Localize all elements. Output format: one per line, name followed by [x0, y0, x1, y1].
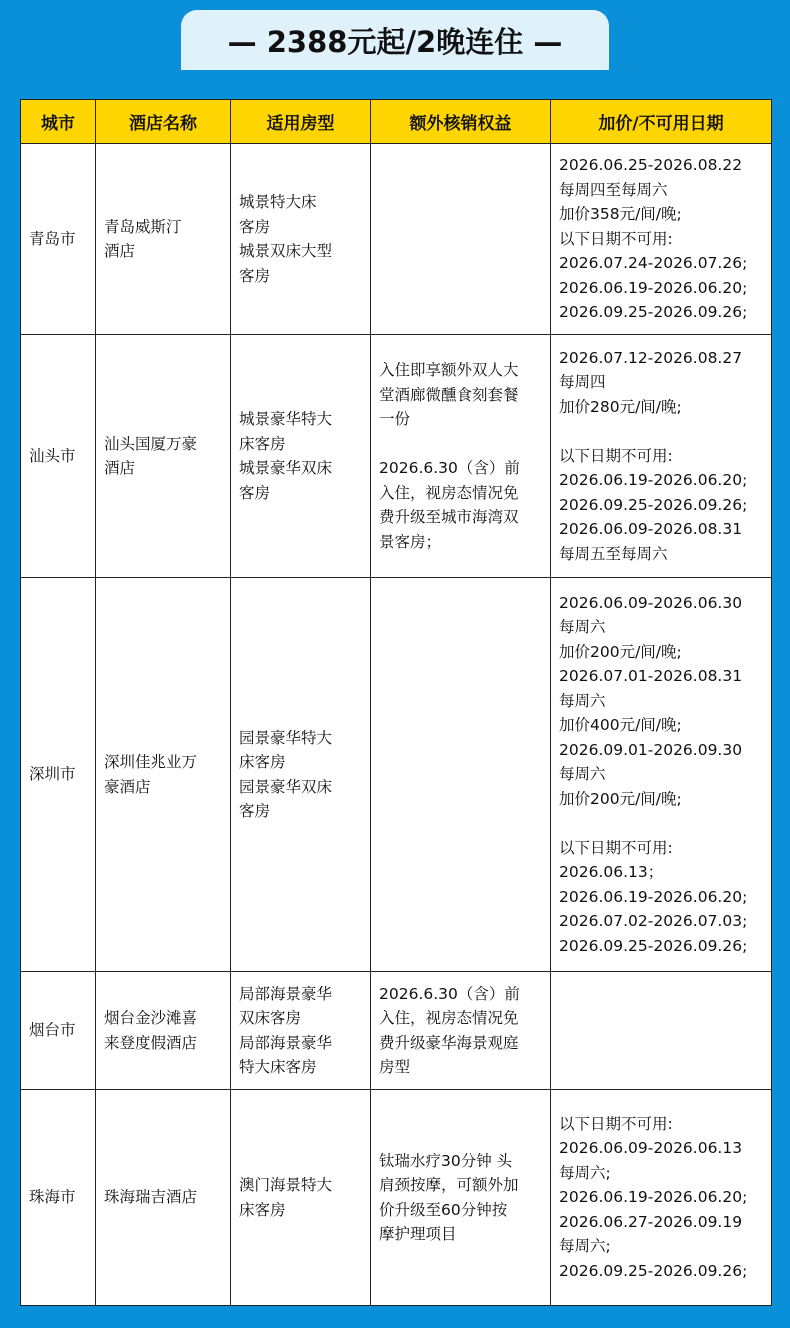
cell-benefit	[371, 578, 551, 972]
cell-city: 珠海市	[21, 1090, 96, 1306]
table-row	[21, 972, 772, 1090]
page-banner-title: — 2388元起/2晚连住 —	[181, 10, 609, 70]
header-city: 城市	[21, 100, 96, 144]
cell-benefit: 钛瑞水疗30分钟 头 肩颈按摩，可额外加 价升级至60分钟按 摩护理项目	[371, 1090, 551, 1306]
cell-room: 城景特大床 客房 城景双床大型 客房	[231, 144, 371, 335]
cell-room: 局部海景豪华 双床客房 局部海景豪华 特大床客房	[231, 972, 371, 1090]
table-row	[21, 578, 772, 972]
header-benefit: 额外核销权益	[371, 100, 551, 144]
cell-hotel: 深圳佳兆业万 豪酒店	[96, 578, 231, 972]
header-room: 适用房型	[231, 100, 371, 144]
cell-city: 深圳市	[21, 578, 96, 972]
table-header-row	[21, 100, 772, 144]
cell-hotel: 烟台金沙滩喜 来登度假酒店	[96, 972, 231, 1090]
cell-hotel: 青岛威斯汀 酒店	[96, 144, 231, 335]
cell-room: 城景豪华特大 床客房 城景豪华双床 客房	[231, 335, 371, 578]
header-hotel: 酒店名称	[96, 100, 231, 144]
cell-hotel: 汕头国厦万豪 酒店	[96, 335, 231, 578]
cell-room: 澳门海景特大 床客房	[231, 1090, 371, 1306]
cell-city: 青岛市	[21, 144, 96, 335]
cell-room: 园景豪华特大 床客房 园景豪华双床 客房	[231, 578, 371, 972]
cell-city: 汕头市	[21, 335, 96, 578]
cell-hotel: 珠海瑞吉酒店	[96, 1090, 231, 1306]
hotel-table	[20, 99, 772, 1306]
table-row	[21, 1090, 772, 1306]
cell-dates: 2026.06.09-2026.06.30 每周六 加价200元/间/晚; 2026.07.01-2026.08.31 每周六 加价400元/间/晚; 2026.09.01-2026.09.30 每周六 加价200元/间/晚; 以下日期不可用: 2026.06.13； 2026.06.19-2026.06.20; 2026.07.02-2026.07.03; 2026.09.25-2026.09.26;	[551, 578, 772, 972]
cell-benefit: 入住即享额外双人大 堂酒廊微醺食刻套餐 一份 2026.6.30（含）前 入住，视房态情况免 费升级至城市海湾双 景客房；	[371, 335, 551, 578]
table-row	[21, 144, 772, 335]
table-row	[21, 335, 772, 578]
hotel-table-container	[20, 99, 771, 1306]
header-dates: 加价/不可用日期	[551, 100, 772, 144]
cell-benefit	[371, 144, 551, 335]
cell-dates: 2026.07.12-2026.08.27 每周四 加价280元/间/晚; 以下日期不可用: 2026.06.19-2026.06.20; 2026.09.25-2026.09.26; 2026.06.09-2026.08.31 每周五至每周六	[551, 335, 772, 578]
cell-dates: 以下日期不可用: 2026.06.09-2026.06.13 每周六; 2026.06.19-2026.06.20; 2026.06.27-2026.09.19 每周六; 2026.09.25-2026.09.26;	[551, 1090, 772, 1306]
cell-dates	[551, 972, 772, 1090]
cell-city: 烟台市	[21, 972, 96, 1090]
cell-dates: 2026.06.25-2026.08.22 每周四至每周六 加价358元/间/晚; 以下日期不可用: 2026.07.24-2026.07.26; 2026.06.19-2026.06.20; 2026.09.25-2026.09.26;	[551, 144, 772, 335]
cell-benefit: 2026.6.30（含）前 入住，视房态情况免 费升级豪华海景观庭 房型	[371, 972, 551, 1090]
